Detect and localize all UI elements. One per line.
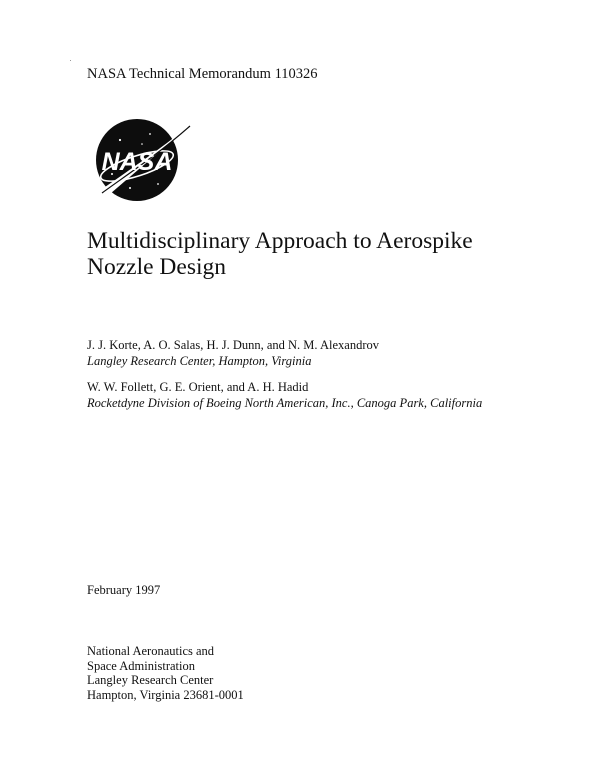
author-affiliation-1: Langley Research Center, Hampton, Virginia [87,353,312,368]
address-line-3: Langley Research Center [87,673,214,687]
author-names-1: J. J. Korte, A. O. Salas, H. J. Dunn, and N. M. Alexandrov [87,338,379,352]
author-block-1 [87,338,379,369]
publisher-address [87,644,244,702]
address-line-1: National Aeronautics and [87,644,215,658]
title-line-1: Multidisciplinary Approach to Aerospike [87,228,473,254]
nasa-logo-text: NASA [101,148,173,176]
nasa-logo-icon [90,114,198,206]
author-block-2 [87,380,482,411]
author-names-2: W. W. Follett, G. E. Orient, and A. H. Hadid [87,380,309,394]
publication-date: February 1997 [87,583,161,597]
report-series: NASA Technical Memorandum 110326 [87,66,318,82]
scan-speck [70,60,71,61]
author-affiliation-2: Rocketdyne Division of Boeing North American, Inc., Canoga Park, California [87,395,483,410]
title-line-2: Nozzle Design [87,254,226,280]
document-title [87,228,567,280]
address-line-2: Space Administration [87,658,195,673]
address-line-4: Hampton, Virginia 23681-0001 [87,687,244,702]
